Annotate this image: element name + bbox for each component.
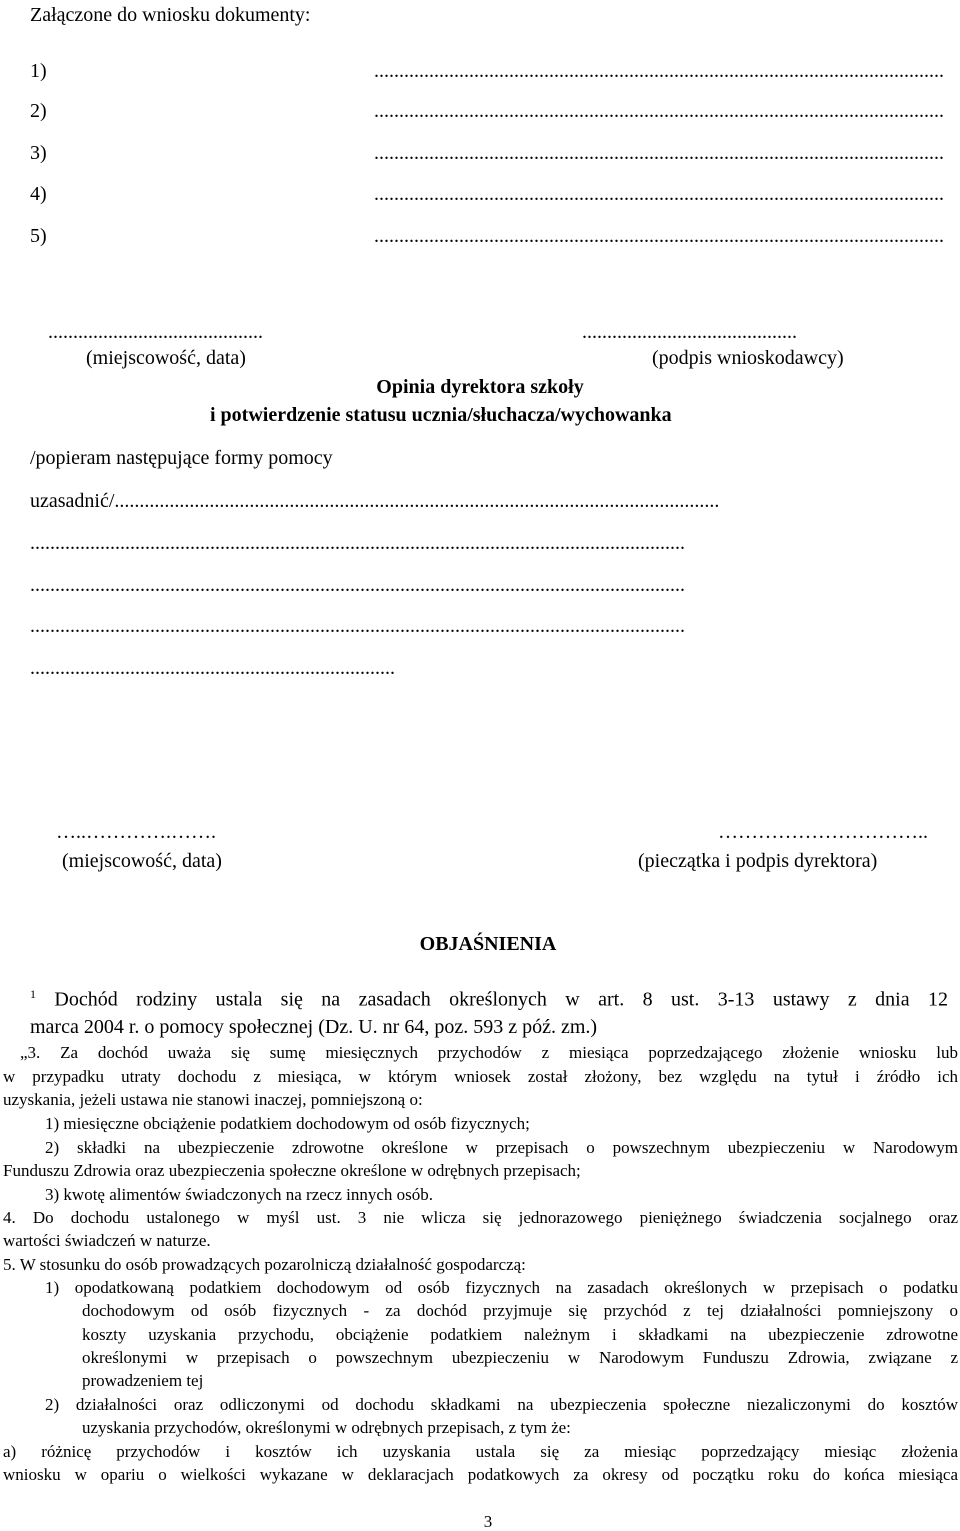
explanation-line-17: uzyskania przychodów, określonymi w odrębnych przepisach, z tym że: <box>82 1418 571 1437</box>
footnote-text-1: Dochód rodziny ustala się na zasadach określonych w art. 8 ust. 3-13 ustawy z dnia 12 <box>54 988 948 1011</box>
explanation-line-14: określonymi w przepisach o powszechnym ubezpieczeniu w Narodowym Funduszu Zdrowia, związane z <box>82 1348 958 1367</box>
attachment-line-1: 1) .................................................................................................................. <box>30 60 944 82</box>
explanation-line-13: koszty uzyskania przychodu, obciążenie podatkiem należnym i składkami na ubezpieczenie zdrowotne <box>82 1325 958 1344</box>
explanations-heading: OBJAŚNIENIA <box>419 933 557 955</box>
applicant-place-date-label: (miejscowość, data) <box>86 347 246 369</box>
director-place-date-dots: …..………….……. <box>56 821 216 843</box>
explanation-line-8: 4. Do dochodu ustalonego w myśl ust. 3 nie wlicza się jednorazowego pieniężnego świadczenia socjalnego oraz <box>3 1208 958 1227</box>
opinion-intro: /popieram następujące formy pomocy <box>30 447 333 469</box>
explanation-line-9: wartości świadczeń w naturze. <box>3 1231 211 1250</box>
explanation-line-10: 5. W stosunku do osób prowadzących pozarolniczą działalność gospodarczą: <box>3 1255 526 1274</box>
footnote-line-2: marca 2004 r. o pomocy społecznej (Dz. U. nr 64, poz. 593 z póź. zm.) <box>30 1016 598 1038</box>
explanation-line-5: 2) składki na ubezpieczenie zdrowotne określone w przepisach o powszechnym ubezpieczeniu w Narodowym <box>45 1138 958 1157</box>
director-signature-dots: ………………………….. <box>718 821 928 843</box>
applicant-place-date-dots: ........................................... <box>48 321 263 343</box>
page-number: 3 <box>483 1512 493 1531</box>
explanation-line-7: 3) kwotę alimentów świadczonych na rzecz innych osób. <box>45 1185 434 1204</box>
explanation-line-16: 2) działalności oraz odliczonymi od dochodu składkami na ubezpieczenia społeczne niezaliczonymi do kosztów <box>45 1395 958 1414</box>
applicant-signature-label: (podpis wnioskodawcy) <box>652 347 844 369</box>
attachment-line-3: 3) .................................................................................................................. <box>30 142 944 164</box>
opinion-line-2: ................................................................................................................................... <box>30 532 685 554</box>
explanation-line-12: dochodowym od osób fizycznych - za dochód przyjmuje się przychód z tej działalności pomniejszony o <box>82 1301 958 1320</box>
explanation-line-15: prowadzeniem tej <box>82 1371 204 1390</box>
footnote-mark: 1 <box>30 987 36 1001</box>
explanation-line-4: 1) miesięczne obciążenie podatkiem dochodowym od osób fizycznych; <box>45 1114 530 1133</box>
explanation-line-2: w przypadku utraty dochodu z miesiąca, w którym wniosek został złożony, bez względu na tytuł i źródło ich <box>3 1067 958 1086</box>
opinion-line-3: ................................................................................................................................... <box>30 574 685 596</box>
explanation-line-18: a) różnicę przychodów i kosztów ich uzyskania ustala się za miesiąc poprzedzający miesiąc złożenia <box>3 1442 958 1461</box>
footnote-line-1 <box>30 988 948 1010</box>
opinion-line-1: uzasadnić/......................................................................................................................... <box>30 490 720 512</box>
explanation-line-6: Funduszu Zdrowia oraz ubezpieczenia społeczne określone w odrębnych przepisach; <box>3 1161 581 1180</box>
attachment-line-5: 5) .................................................................................................................. <box>30 225 944 247</box>
attachments-heading: Załączone do wniosku dokumenty: <box>30 4 311 26</box>
attachment-line-2: 2) .................................................................................................................. <box>30 100 944 122</box>
explanation-line-1: „3. Za dochód uważa się sumę miesięcznych przychodów z miesiąca poprzedzającego złożenie wniosku lub <box>20 1043 958 1062</box>
explanation-line-19: wniosku w opariu o wielkości wykazane w deklaracjach podatkowych za okresy od początku roku do końca miesiąca <box>3 1465 958 1484</box>
director-signature-label: (pieczątka i podpis dyrektora) <box>638 850 878 872</box>
opinion-subtitle: i potwierdzenie statusu ucznia/słuchacza/wychowanka <box>210 404 672 426</box>
explanation-line-3: uzyskania, jeżeli ustawa nie stanowi inaczej, pomniejszoną o: <box>3 1090 423 1109</box>
attachment-line-4: 4) .................................................................................................................. <box>30 183 944 205</box>
applicant-signature-dots: ........................................... <box>582 321 797 343</box>
opinion-title: Opinia dyrektora szkoły <box>376 376 584 398</box>
explanation-line-11: 1) opodatkowaną podatkiem dochodowym od osób fizycznych na zasadach określonych w przepisach o podatku <box>45 1278 958 1297</box>
opinion-line-4: ................................................................................................................................... <box>30 615 685 637</box>
director-place-date-label: (miejscowość, data) <box>62 850 222 872</box>
opinion-line-5: ......................................................................... <box>30 657 395 679</box>
